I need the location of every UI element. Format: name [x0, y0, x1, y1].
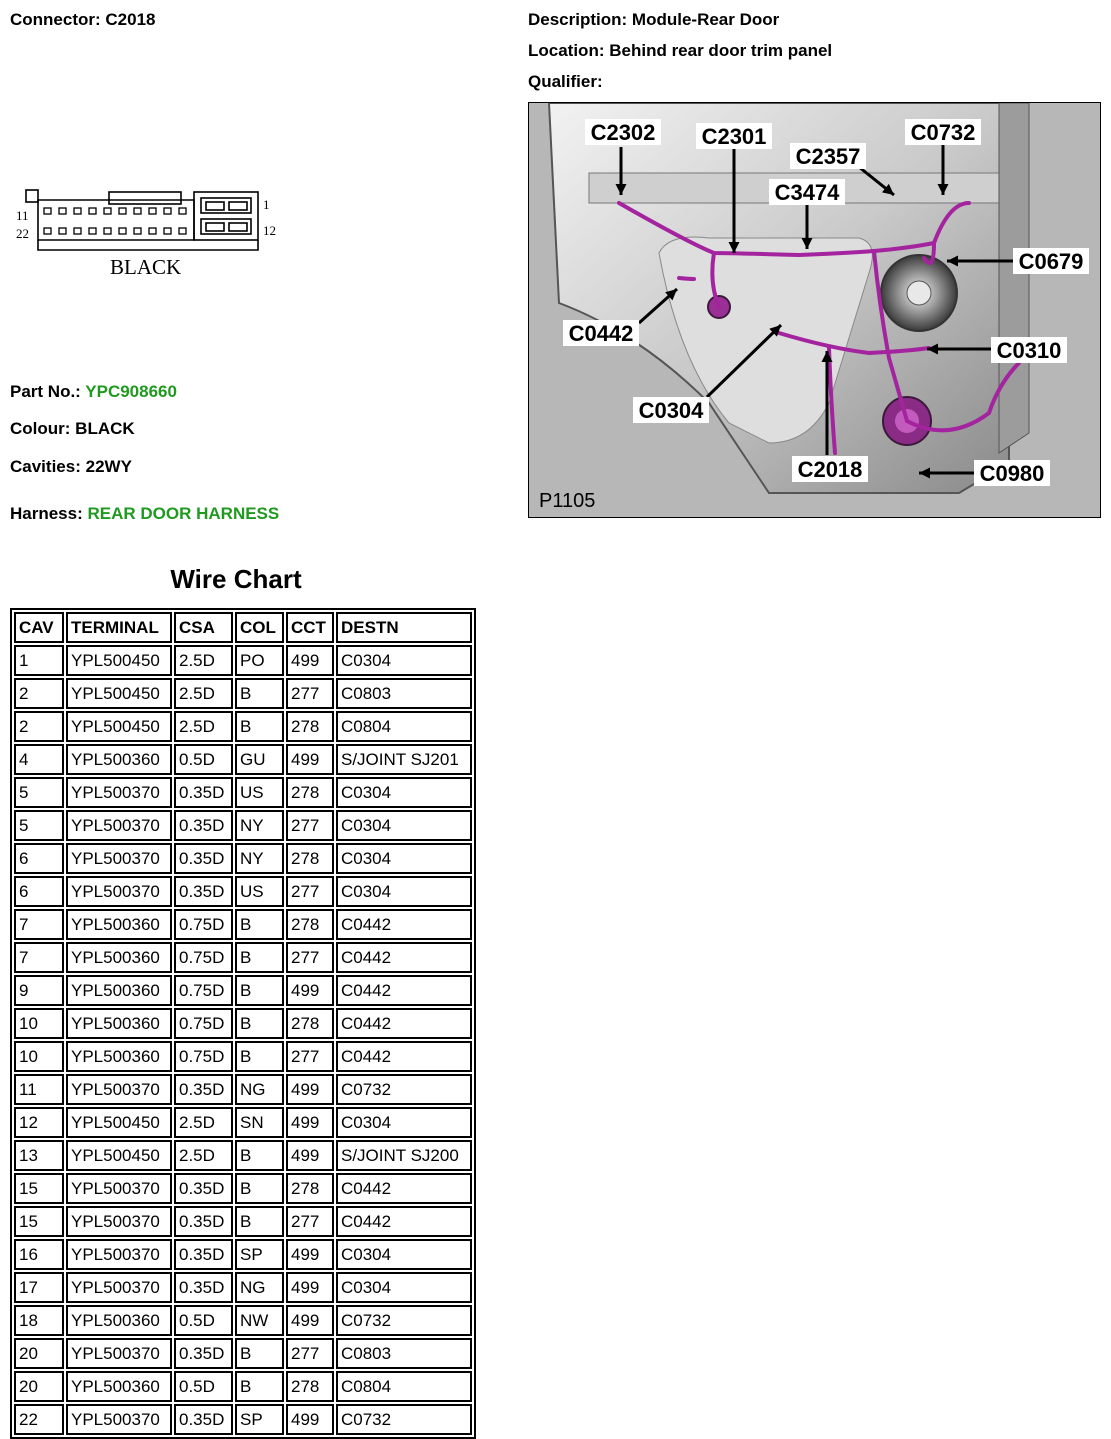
- cell-destn: C0442: [336, 1041, 472, 1072]
- table-row: [14, 975, 472, 1006]
- header-col: COL: [235, 612, 284, 643]
- cell-terminal: YPL500370: [66, 1338, 172, 1369]
- cell-terminal: YPL500360: [66, 1041, 172, 1072]
- cell-cct: 499: [286, 744, 334, 775]
- cell-destn: C0442: [336, 1008, 472, 1039]
- cell-col: SP: [235, 1239, 284, 1270]
- cell-csa: 0.35D: [174, 843, 233, 874]
- cell-cct: 499: [286, 1140, 334, 1171]
- cell-destn: C0804: [336, 711, 472, 742]
- cell-cct: 278: [286, 1008, 334, 1039]
- pin-label-1: 1: [263, 197, 270, 212]
- cell-csa: 2.5D: [174, 1107, 233, 1138]
- table-row: [14, 1074, 472, 1105]
- cell-cct: 499: [286, 975, 334, 1006]
- callout-label: C0442: [568, 321, 634, 346]
- cell-destn: S/JOINT SJ201: [336, 744, 472, 775]
- cell-col: B: [235, 1338, 284, 1369]
- cavities-line: [10, 457, 132, 477]
- cell-csa: 0.35D: [174, 1239, 233, 1270]
- cell-terminal: YPL500370: [66, 1206, 172, 1237]
- cell-terminal: YPL500360: [66, 744, 172, 775]
- cell-csa: 0.35D: [174, 1338, 233, 1369]
- cell-col: NG: [235, 1074, 284, 1105]
- connector-value: C2018: [105, 10, 156, 29]
- callout-label: C0980: [979, 461, 1045, 486]
- cell-destn: C0442: [336, 1206, 472, 1237]
- header-cav: CAV: [14, 612, 64, 643]
- cell-col: B: [235, 1371, 284, 1402]
- cell-destn: C0304: [336, 645, 472, 676]
- cell-cav: 20: [14, 1371, 64, 1402]
- cell-cav: 5: [14, 777, 64, 808]
- qualifier-line: [528, 72, 603, 92]
- cell-cav: 15: [14, 1206, 64, 1237]
- pin-cavity: [89, 208, 96, 214]
- header-destn: DESTN: [336, 612, 472, 643]
- cell-terminal: YPL500370: [66, 843, 172, 874]
- pin-cavity: [44, 228, 51, 234]
- cell-csa: 0.35D: [174, 810, 233, 841]
- cell-cct: 278: [286, 1371, 334, 1402]
- wire-chart-header-row: [14, 612, 472, 643]
- cell-cct: 499: [286, 1404, 334, 1435]
- cell-cct: 499: [286, 1272, 334, 1303]
- cell-destn: C0732: [336, 1074, 472, 1105]
- cell-cct: 278: [286, 909, 334, 940]
- pin-label-11: 11: [16, 208, 29, 223]
- cell-cav: 22: [14, 1404, 64, 1435]
- cell-csa: 0.5D: [174, 744, 233, 775]
- table-row: [14, 1338, 472, 1369]
- pin-cavity: [149, 208, 156, 214]
- pin-cavity: [44, 208, 51, 214]
- callout-label: C0679: [1018, 249, 1084, 274]
- cell-csa: 0.75D: [174, 909, 233, 940]
- cell-csa: 2.5D: [174, 1140, 233, 1171]
- cell-cct: 499: [286, 1107, 334, 1138]
- wire-chart-table: [10, 608, 476, 1439]
- table-row: [14, 777, 472, 808]
- cell-terminal: YPL500370: [66, 1074, 172, 1105]
- pin-cavity: [134, 208, 141, 214]
- cell-terminal: YPL500450: [66, 711, 172, 742]
- cell-cct: 277: [286, 876, 334, 907]
- cell-col: NY: [235, 810, 284, 841]
- cell-csa: 0.75D: [174, 942, 233, 973]
- harness-line: [10, 504, 279, 524]
- cell-terminal: YPL500370: [66, 1173, 172, 1204]
- cell-cct: 499: [286, 1305, 334, 1336]
- cell-csa: 0.75D: [174, 1041, 233, 1072]
- cell-cav: 11: [14, 1074, 64, 1105]
- callout-label: C0732: [910, 120, 976, 145]
- cell-destn: C0304: [336, 777, 472, 808]
- cell-cav: 20: [14, 1338, 64, 1369]
- table-row: [14, 1206, 472, 1237]
- cell-terminal: YPL500370: [66, 1404, 172, 1435]
- cell-cct: 277: [286, 678, 334, 709]
- cell-cav: 4: [14, 744, 64, 775]
- cell-col: GU: [235, 744, 284, 775]
- header-terminal: TERMINAL: [66, 612, 172, 643]
- cell-col: SP: [235, 1404, 284, 1435]
- cell-csa: 0.35D: [174, 1272, 233, 1303]
- table-row: [14, 711, 472, 742]
- cell-cav: 15: [14, 1173, 64, 1204]
- cell-col: NG: [235, 1272, 284, 1303]
- photo-reference: P1105: [539, 490, 596, 512]
- cell-terminal: YPL500450: [66, 1107, 172, 1138]
- cell-cct: 499: [286, 1074, 334, 1105]
- cell-terminal: YPL500370: [66, 1272, 172, 1303]
- cell-destn: C0442: [336, 975, 472, 1006]
- cell-col: B: [235, 909, 284, 940]
- cell-terminal: YPL500370: [66, 876, 172, 907]
- cell-cav: 6: [14, 843, 64, 874]
- colour-value: BLACK: [75, 419, 135, 438]
- table-row: [14, 843, 472, 874]
- table-row: [14, 1239, 472, 1270]
- description-label: Description:: [528, 10, 628, 29]
- cell-destn: C0304: [336, 810, 472, 841]
- cell-col: B: [235, 678, 284, 709]
- pin-cavity: [119, 228, 126, 234]
- pin-cavity: [179, 208, 186, 214]
- cell-csa: 0.5D: [174, 1305, 233, 1336]
- pin-cavity: [134, 228, 141, 234]
- cell-csa: 0.75D: [174, 1008, 233, 1039]
- cell-col: US: [235, 876, 284, 907]
- cell-cct: 499: [286, 1239, 334, 1270]
- table-row: [14, 909, 472, 940]
- pin-label-22: 22: [16, 226, 29, 241]
- cell-cav: 5: [14, 810, 64, 841]
- description-line: [528, 10, 779, 30]
- colour-label: Colour:: [10, 419, 71, 438]
- table-row: [14, 744, 472, 775]
- table-row: [14, 1173, 472, 1204]
- table-row: [14, 1272, 472, 1303]
- cell-destn: C0442: [336, 909, 472, 940]
- cell-col: B: [235, 1041, 284, 1072]
- header-cct: CCT: [286, 612, 334, 643]
- table-row: [14, 1107, 472, 1138]
- cell-csa: 2.5D: [174, 678, 233, 709]
- connector-label: Connector:: [10, 10, 101, 29]
- cell-destn: C0304: [336, 1107, 472, 1138]
- cell-terminal: YPL500360: [66, 1371, 172, 1402]
- pin-cavity: [179, 228, 186, 234]
- cell-cav: 10: [14, 1041, 64, 1072]
- table-row: [14, 1305, 472, 1336]
- cell-col: PO: [235, 645, 284, 676]
- cell-terminal: YPL500370: [66, 1239, 172, 1270]
- cell-cav: 9: [14, 975, 64, 1006]
- description-value: Module-Rear Door: [631, 10, 780, 29]
- pin-cavity: [164, 228, 171, 234]
- location-photo: [528, 102, 1101, 518]
- cell-cct: 277: [286, 1041, 334, 1072]
- callout-label: C2018: [797, 457, 863, 482]
- cell-destn: C0803: [336, 1338, 472, 1369]
- cell-destn: C0732: [336, 1305, 472, 1336]
- location-label: Location:: [528, 41, 605, 60]
- cell-cav: 2: [14, 711, 64, 742]
- cell-csa: 0.35D: [174, 1404, 233, 1435]
- cell-terminal: YPL500370: [66, 777, 172, 808]
- cell-col: NY: [235, 843, 284, 874]
- cell-csa: 2.5D: [174, 711, 233, 742]
- cell-cav: 1: [14, 645, 64, 676]
- cell-cav: 17: [14, 1272, 64, 1303]
- qualifier-label: Qualifier:: [528, 72, 603, 91]
- cell-destn: C0732: [336, 1404, 472, 1435]
- cell-cav: 7: [14, 909, 64, 940]
- cell-destn: C0442: [336, 1173, 472, 1204]
- cell-terminal: YPL500360: [66, 942, 172, 973]
- cell-cct: 499: [286, 645, 334, 676]
- cell-cav: 13: [14, 1140, 64, 1171]
- wire-chart-title: Wire Chart: [170, 564, 302, 594]
- pin-cavity: [119, 208, 126, 214]
- pin-cavity: [59, 228, 66, 234]
- cell-terminal: YPL500360: [66, 909, 172, 940]
- cell-csa: 0.5D: [174, 1371, 233, 1402]
- cell-destn: C0304: [336, 843, 472, 874]
- cell-cav: 10: [14, 1008, 64, 1039]
- cell-col: US: [235, 777, 284, 808]
- cell-cct: 277: [286, 942, 334, 973]
- table-row: [14, 1008, 472, 1039]
- cavities-label: Cavities:: [10, 457, 81, 476]
- cell-csa: 0.35D: [174, 1206, 233, 1237]
- cell-destn: C0304: [336, 1272, 472, 1303]
- harness-label: Harness:: [10, 504, 83, 523]
- cell-terminal: YPL500370: [66, 810, 172, 841]
- cell-col: B: [235, 1173, 284, 1204]
- callout-label: C2302: [590, 120, 656, 145]
- cell-cav: 2: [14, 678, 64, 709]
- pin-cavity: [74, 208, 81, 214]
- cell-cct: 277: [286, 1206, 334, 1237]
- cell-csa: 0.75D: [174, 975, 233, 1006]
- cell-terminal: YPL500360: [66, 975, 172, 1006]
- cell-col: NW: [235, 1305, 284, 1336]
- cell-cct: 278: [286, 843, 334, 874]
- cell-destn: S/JOINT SJ200: [336, 1140, 472, 1171]
- cell-csa: 0.35D: [174, 1173, 233, 1204]
- cell-csa: 0.35D: [174, 876, 233, 907]
- cell-col: SN: [235, 1107, 284, 1138]
- table-row: [14, 810, 472, 841]
- connector-face-diagram: [14, 188, 284, 283]
- cell-destn: C0304: [336, 1239, 472, 1270]
- table-row: [14, 1371, 472, 1402]
- cell-cav: 18: [14, 1305, 64, 1336]
- cavities-value: 22WY: [85, 457, 132, 476]
- connector-line: [10, 10, 156, 30]
- cell-cav: 16: [14, 1239, 64, 1270]
- cell-col: B: [235, 975, 284, 1006]
- table-row: [14, 678, 472, 709]
- part-number-label: Part No.:: [10, 382, 81, 401]
- cell-cct: 278: [286, 1173, 334, 1204]
- cell-cav: 7: [14, 942, 64, 973]
- table-row: [14, 1140, 472, 1171]
- table-row: [14, 1041, 472, 1072]
- cell-cav: 6: [14, 876, 64, 907]
- location-line: [528, 41, 832, 61]
- cell-terminal: YPL500450: [66, 1140, 172, 1171]
- part-number-line: [10, 382, 177, 402]
- table-row: [14, 876, 472, 907]
- cell-destn: C0442: [336, 942, 472, 973]
- cell-cct: 278: [286, 777, 334, 808]
- harness-link[interactable]: REAR DOOR HARNESS: [87, 504, 280, 523]
- connector-colour-text: BLACK: [110, 255, 182, 279]
- table-row: [14, 1404, 472, 1435]
- cell-csa: 0.35D: [174, 777, 233, 808]
- table-row: [14, 645, 472, 676]
- pin-cavity: [164, 208, 171, 214]
- cell-cav: 12: [14, 1107, 64, 1138]
- cell-destn: C0304: [336, 876, 472, 907]
- cell-terminal: YPL500450: [66, 645, 172, 676]
- pin-cavity: [74, 228, 81, 234]
- cell-cct: 278: [286, 711, 334, 742]
- pin-cavity: [149, 228, 156, 234]
- cell-terminal: YPL500360: [66, 1008, 172, 1039]
- callout-label: C0310: [996, 338, 1062, 363]
- cell-terminal: YPL500360: [66, 1305, 172, 1336]
- pin-cavity: [89, 228, 96, 234]
- cell-terminal: YPL500450: [66, 678, 172, 709]
- cell-cct: 277: [286, 1338, 334, 1369]
- table-row: [14, 942, 472, 973]
- pin-cavity: [104, 208, 111, 214]
- cell-col: B: [235, 711, 284, 742]
- cell-cct: 277: [286, 810, 334, 841]
- cell-csa: 2.5D: [174, 645, 233, 676]
- header-csa: CSA: [174, 612, 233, 643]
- cell-destn: C0804: [336, 1371, 472, 1402]
- callout-label: C2301: [701, 124, 767, 149]
- location-value: Behind rear door trim panel: [609, 41, 833, 60]
- cell-destn: C0803: [336, 678, 472, 709]
- cell-col: B: [235, 1206, 284, 1237]
- cell-col: B: [235, 942, 284, 973]
- callout-label: C3474: [774, 180, 840, 205]
- cell-col: B: [235, 1008, 284, 1039]
- pin-cavity: [59, 208, 66, 214]
- cell-col: B: [235, 1140, 284, 1171]
- colour-line: [10, 419, 135, 439]
- callout-label: C0304: [638, 398, 704, 423]
- pin-label-12: 12: [263, 223, 276, 238]
- callout-label: C2357: [795, 144, 861, 169]
- door-illustration: [529, 103, 1100, 517]
- pin-cavity: [104, 228, 111, 234]
- part-number-link[interactable]: YPC908660: [85, 382, 177, 401]
- cell-csa: 0.35D: [174, 1074, 233, 1105]
